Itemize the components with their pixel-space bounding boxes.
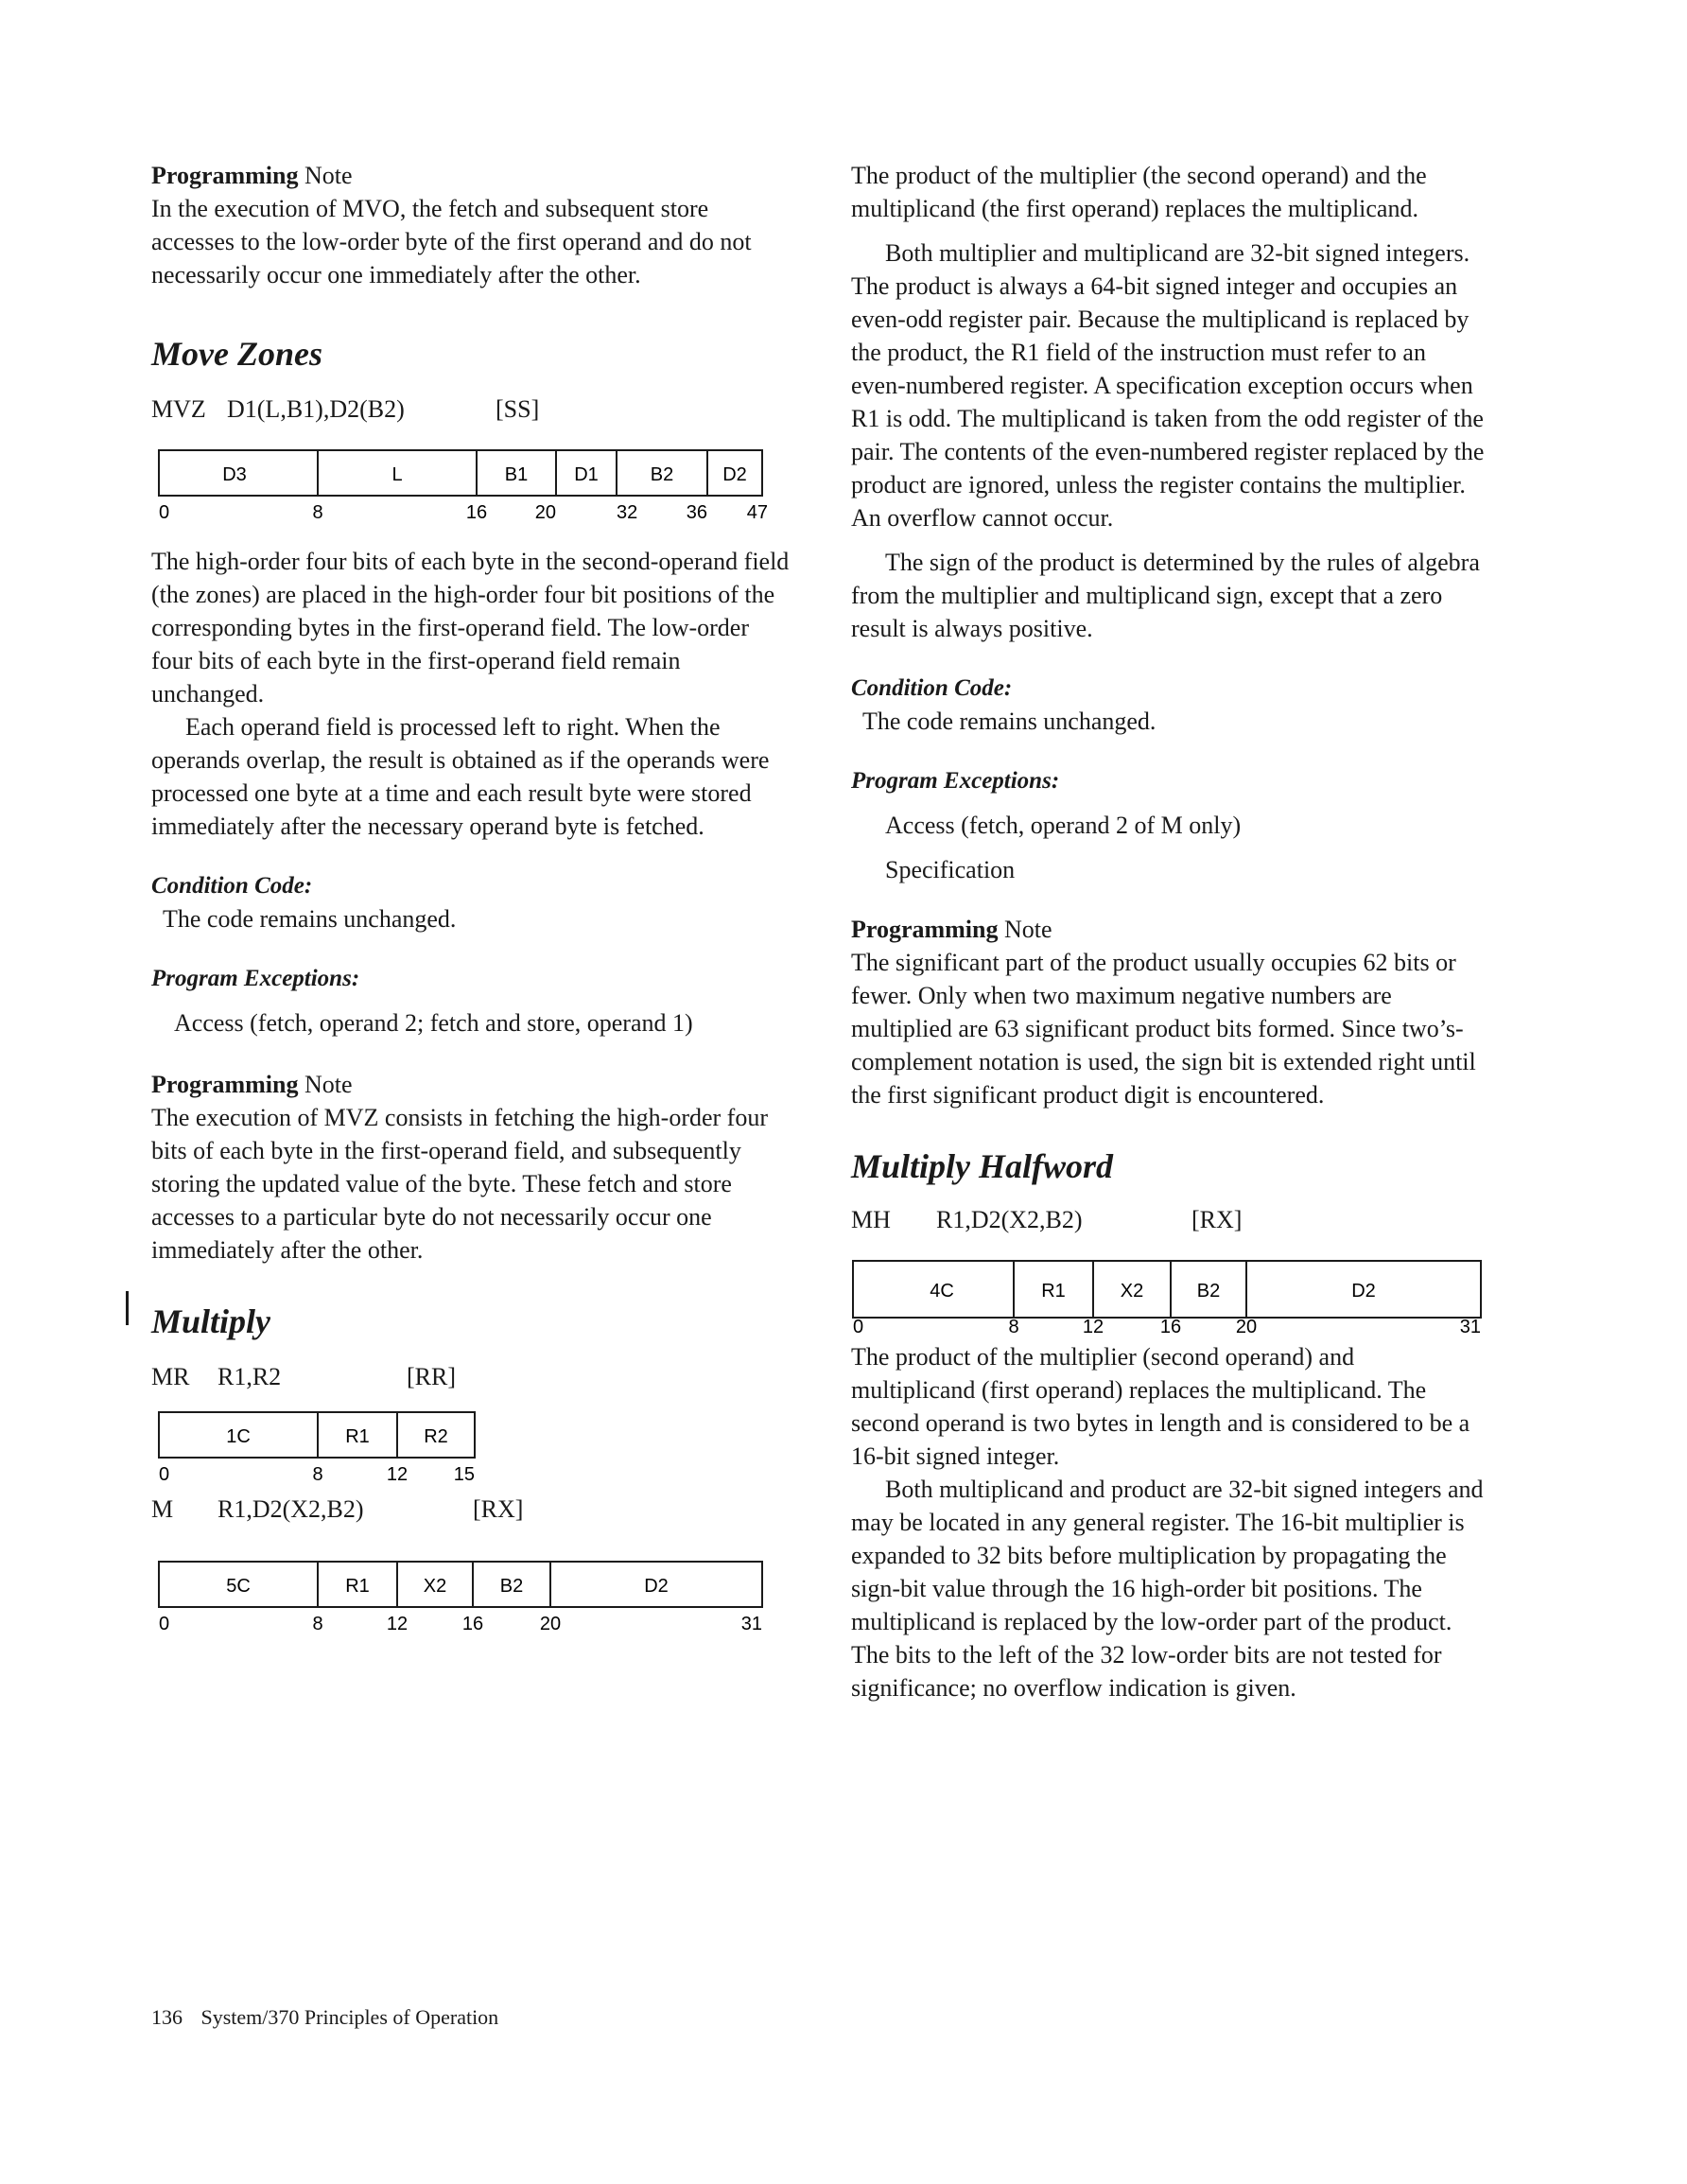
section-title-move-zones: Move Zones — [151, 335, 322, 373]
m-field-svg — [151, 1552, 775, 1634]
bit-16: 16 — [465, 502, 488, 523]
bit-15: 15 — [453, 1464, 475, 1485]
field-4c: 4C — [930, 1281, 954, 1302]
field-b2: B2 — [650, 464, 674, 485]
field-r1: R1 — [345, 1576, 370, 1597]
mvz-format-line — [151, 392, 794, 426]
mvz-condition-code-text: The code remains unchanged. — [163, 905, 457, 933]
field-l: L — [391, 464, 403, 485]
field-b2: B2 — [499, 1576, 524, 1597]
bit-8: 8 — [1008, 1317, 1019, 1337]
section-title-multiply: Multiply — [151, 1302, 271, 1340]
note-text: The significant part of the product usually occupies 62 bits or fewer. Only when two maximum negative numbers are multiplied are 63 significant product bits formed. Since two’s-complement notation is used, the sign bit is extended right until the first significant product digit is encountered. — [851, 949, 1476, 1109]
mvz-instruction-diagram — [151, 437, 794, 522]
field-x2: X2 — [423, 1576, 447, 1597]
format-type: [SS] — [496, 394, 540, 423]
multiply-condition-code-heading: Condition Code: — [851, 675, 1013, 701]
operands: R1,D2(X2,B2) — [936, 1205, 1083, 1233]
bit-12: 12 — [1082, 1317, 1104, 1337]
mr-format-line — [151, 1359, 794, 1393]
multiply-para-3: The sign of the product is determined by the rules of algebra from the multiplier and multiplicand sign, except that a zero result is always positive. — [851, 549, 1480, 642]
note-heading: Programming Note — [851, 916, 1052, 943]
bit-0: 0 — [159, 1614, 170, 1634]
note-multiply — [851, 913, 1485, 1111]
bit-8: 8 — [312, 1464, 323, 1485]
format-type: [RX] — [473, 1494, 524, 1523]
bit-20: 20 — [534, 502, 556, 523]
mr-field-svg — [151, 1403, 492, 1484]
bit-0: 0 — [159, 1464, 170, 1485]
bit-12: 12 — [386, 1614, 409, 1634]
note-heading: Programming Note — [151, 1071, 353, 1098]
mh-format-line — [851, 1202, 1485, 1236]
note-heading: Programming Note — [151, 162, 353, 189]
field-r2: R2 — [424, 1426, 448, 1447]
bit-32: 32 — [617, 502, 638, 523]
multiply-para-1: The product of the multiplier (the second operand) and the multiplicand (the first operand) replaces the multiplicand. — [851, 162, 1427, 222]
mvz-condition-code-heading: Condition Code: — [151, 873, 313, 899]
exception-item: Access (fetch, operand 2 of M only) — [885, 812, 1242, 839]
field-r1: R1 — [345, 1426, 370, 1447]
mh-para-2: Both multiplicand and product are 32-bit signed integers and may be located in any general register. The 16-bit multiplier is expanded to 32 bits before multiplication by propagating the sign-bit value through the 16 high-order bit positions. The multiplicand is replaced by the low-order part of the product. The bits to the left of the 32 low-order bits are not tested for significance; no overflow indication is given. — [851, 1476, 1484, 1702]
mnemonic: MR — [151, 1362, 190, 1390]
multiply-para-2: Both multiplier and multiplicand are 32-bit signed integers. The product is always a 64-bit signed integer and occupies an even-odd register pair. Because the multiplicand is replaced by the product, the R1 field of the instruction must refer to an even-numbered register. A specification exception occurs when R1 is odd. The multiplicand is taken from the odd register of the pair. The contents of the even-numbered register replaced by the product are ignored, unless the register contains the multiplier. An overflow cannot occur. — [851, 239, 1485, 532]
note-text: In the execution of MVO, the fetch and subsequent store accesses to the low-order byte of the first operand and do not necessarily occur one immediately after the other. — [151, 195, 752, 288]
field-d2: D2 — [644, 1576, 669, 1597]
note-text: The execution of MVZ consists in fetching the high-order four bits of each byte in the first-operand field, and subsequently storing the updated value of the byte. These fetch and store accesses to a particular byte do not necessarily occur one immediately after the other. — [151, 1104, 768, 1264]
field-d2: D2 — [1351, 1281, 1376, 1302]
m-format-line — [151, 1492, 794, 1526]
page-number: 136 — [151, 2005, 183, 2029]
note-mvz — [151, 1068, 794, 1267]
field-x2: X2 — [1120, 1281, 1144, 1302]
mnemonic: M — [151, 1494, 174, 1523]
right-column — [851, 159, 1485, 1704]
bit-0: 0 — [853, 1317, 864, 1337]
format-type: [RX] — [1191, 1205, 1243, 1233]
multiply-condition-code-text: The code remains unchanged. — [862, 708, 1157, 735]
bit-16: 16 — [1159, 1317, 1182, 1337]
mvz-program-exceptions-heading: Program Exceptions: — [151, 966, 360, 991]
mnemonic: MH — [851, 1205, 891, 1233]
mvz-para-1: The high-order four bits of each byte in the second-operand field (the zones) are placed in the high-order four bit positions of the corresponding bytes in the first-operand field. The low-order four bits of each byte in the first-operand field remain unchanged. — [151, 548, 790, 708]
operands: R1,D2(X2,B2) — [217, 1494, 364, 1523]
bit-31: 31 — [1459, 1317, 1481, 1337]
multiply-program-exceptions-heading: Program Exceptions: — [851, 768, 1060, 794]
mh-field-svg — [851, 1251, 1485, 1337]
page-footer — [151, 2005, 498, 2030]
field-d1: D1 — [574, 464, 599, 485]
bit-0: 0 — [159, 502, 170, 523]
operands: D1(L,B1),D2(B2) — [227, 394, 405, 423]
mr-instruction-diagram — [151, 1403, 794, 1484]
operands: R1,R2 — [217, 1362, 282, 1390]
bit-36: 36 — [686, 502, 707, 523]
mvz-exception-item: Access (fetch, operand 2; fetch and store, operand 1) — [174, 1009, 693, 1037]
bit-20: 20 — [1235, 1317, 1258, 1337]
bit-31: 31 — [740, 1614, 762, 1634]
format-type: [RR] — [407, 1362, 456, 1390]
field-b1: B1 — [504, 464, 529, 485]
note-mvo — [151, 159, 794, 291]
bit-8: 8 — [312, 1614, 323, 1634]
change-bar — [126, 1291, 129, 1325]
field-b2: B2 — [1196, 1281, 1221, 1302]
mnemonic: MVZ — [151, 394, 206, 423]
mvz-field-svg — [151, 437, 775, 522]
bit-20: 20 — [539, 1614, 562, 1634]
field-5c: 5C — [226, 1576, 251, 1597]
bit-16: 16 — [461, 1614, 484, 1634]
bit-47: 47 — [746, 502, 768, 523]
field-d2: D2 — [722, 464, 747, 485]
m-instruction-diagram — [151, 1552, 794, 1634]
field-d3: D3 — [222, 464, 247, 485]
mh-para-1: The product of the multiplier (second operand) and multiplicand (first operand) replaces the multiplicand. The second operand is two bytes in length and is considered to be a 16-bit signed integer. — [851, 1343, 1470, 1470]
bit-12: 12 — [386, 1464, 409, 1485]
left-column — [151, 159, 794, 1634]
exception-item: Specification — [885, 856, 1016, 883]
field-1c: 1C — [226, 1426, 251, 1447]
document-title: System/370 Principles of Operation — [200, 2005, 499, 2029]
bit-8: 8 — [312, 502, 323, 523]
field-r1: R1 — [1041, 1281, 1066, 1302]
mvz-para-2: Each operand field is processed left to right. When the operands overlap, the result is obtained as if the operands were processed one byte at a time and each result byte were stored immediately after the necessary operand byte is fetched. — [151, 713, 770, 840]
mh-instruction-diagram — [851, 1251, 1485, 1337]
section-title-multiply-halfword: Multiply Halfword — [851, 1147, 1114, 1185]
